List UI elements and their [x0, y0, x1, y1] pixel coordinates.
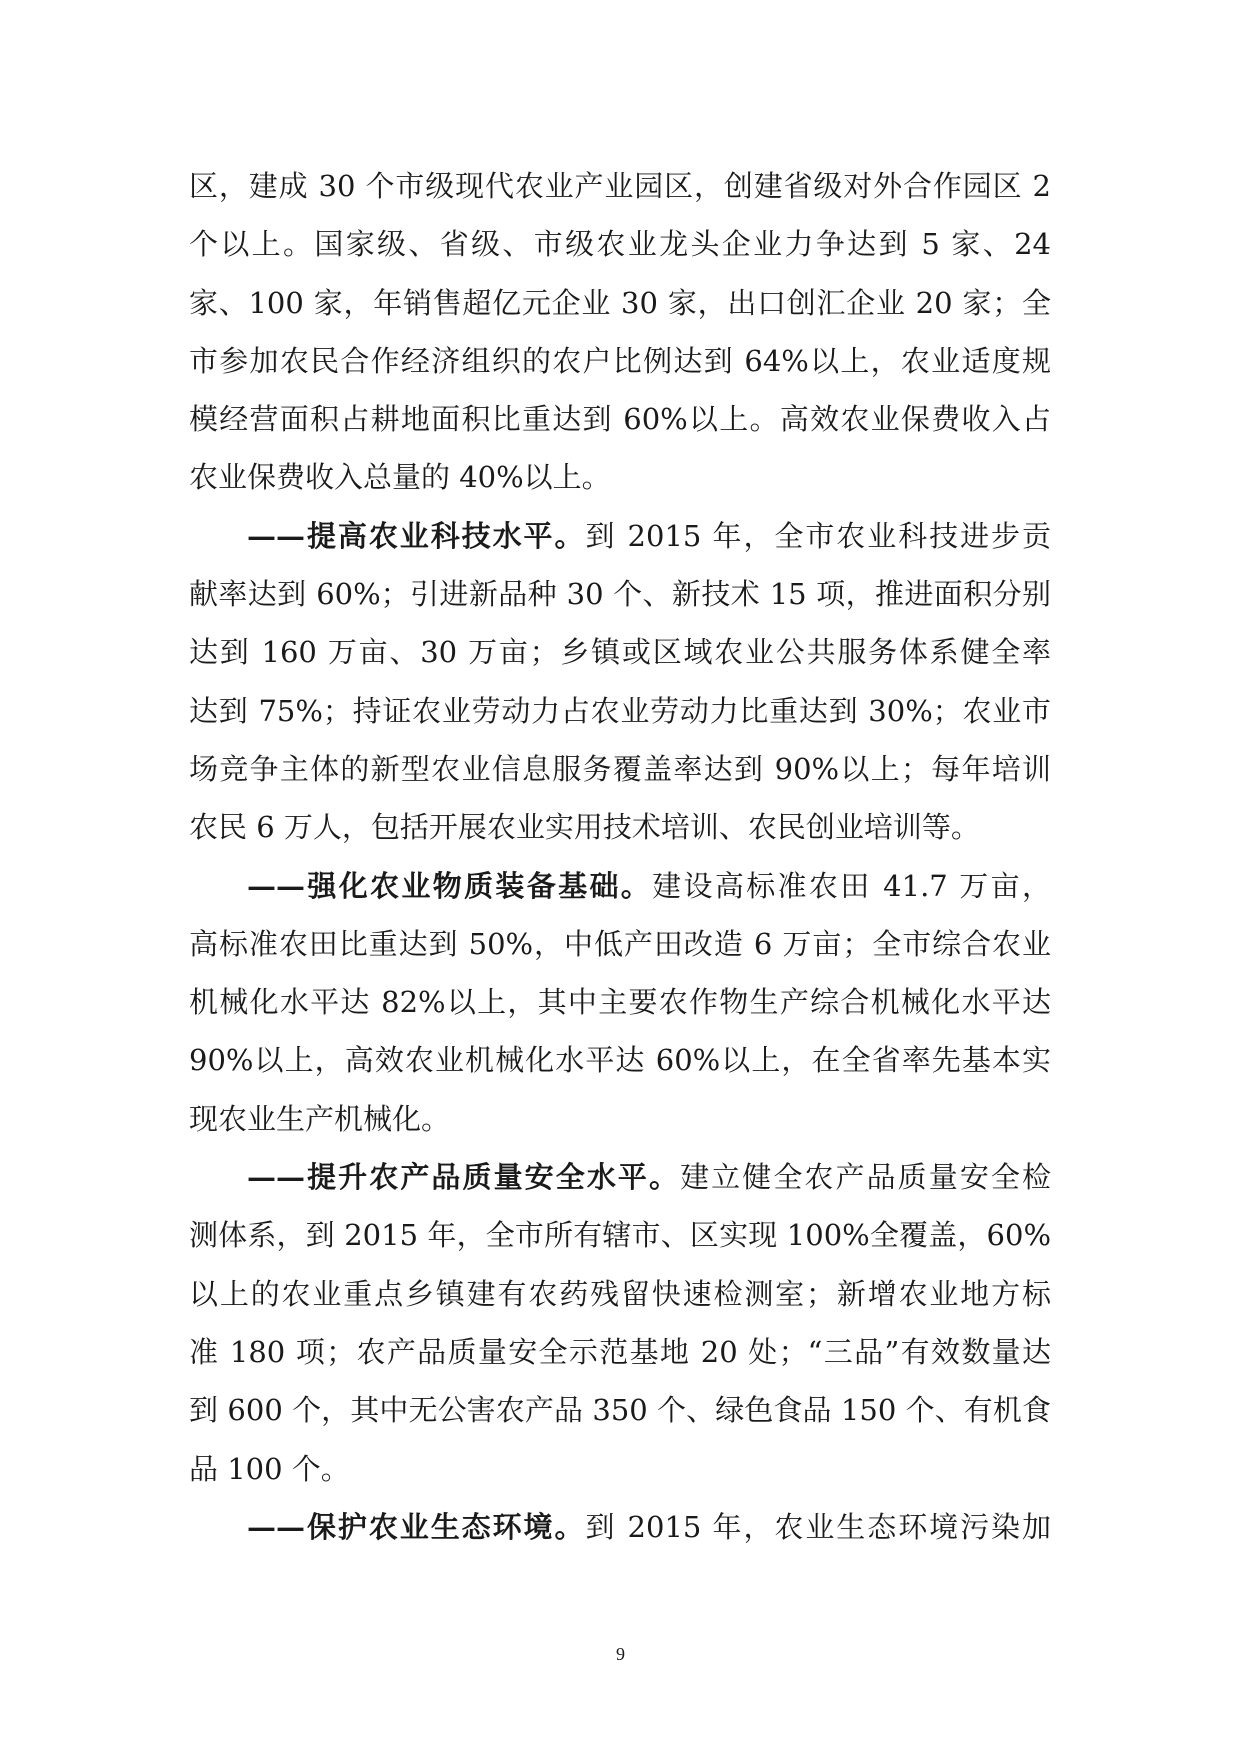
line-text: 达到 75%；持证农业劳动力占农业劳动力比重达到 30%；农业市: [189, 693, 1051, 728]
line-text: 品 100 个。: [189, 1451, 350, 1486]
text-line: [189, 973, 1051, 1031]
text-line: [189, 157, 1051, 215]
line-text: 个以上。国家级、省级、市级农业龙头企业力争达到 5 家、24: [189, 227, 1051, 262]
text-line: [189, 682, 1051, 740]
line-text: 高标准农田比重达到 50%，中低产田改造 6 万亩；全市综合农业: [189, 926, 1051, 961]
text-line: [189, 565, 1051, 623]
line-text: 建立健全农产品质量安全检: [680, 1160, 1051, 1195]
line-text: 到 2015 年，农业生态环境污染加: [585, 1509, 1051, 1544]
text-line: [189, 390, 1051, 448]
text-line: [189, 857, 1051, 915]
line-text: 模经营面积占耕地面积比重达到 60%以上。高效农业保费收入占: [189, 402, 1051, 437]
text-line: [189, 1440, 1051, 1498]
line-text: 现农业生产机械化。: [189, 1101, 451, 1136]
text-line: [189, 1498, 1051, 1556]
line-text: 测体系，到 2015 年，全市所有辖市、区实现 100%全覆盖，60%: [189, 1218, 1051, 1253]
section-heading: ——保护农业生态环境。: [247, 1509, 586, 1544]
text-line: [189, 1381, 1051, 1439]
body-text: [189, 157, 1051, 1556]
text-line: [189, 507, 1051, 565]
section-heading: ——强化农业物质装备基础。: [247, 868, 653, 903]
text-line: [189, 1090, 1051, 1148]
line-text: 90%以上，高效农业机械化水平达 60%以上，在全省率先基本实: [189, 1043, 1051, 1078]
line-text: 市参加农民合作经济组织的农户比例达到 64%以上，农业适度规: [189, 343, 1051, 378]
text-line: [189, 1323, 1051, 1381]
page-number: 9: [616, 1644, 625, 1664]
line-text: 到 2015 年，全市农业科技进步贡: [585, 518, 1051, 553]
text-line: [189, 274, 1051, 332]
text-line: [189, 740, 1051, 798]
text-line: [189, 332, 1051, 390]
section-heading: ——提高农业科技水平。: [247, 518, 586, 553]
text-line: [189, 623, 1051, 681]
text-line: [189, 1031, 1051, 1089]
line-text: 区，建成 30 个市级现代农业产业园区，创建省级对外合作园区 2: [189, 169, 1051, 203]
line-text: 家、100 家，年销售超亿元企业 30 家，出口创汇企业 20 家；全: [189, 285, 1051, 320]
text-line: [189, 1148, 1051, 1206]
line-text: 建设高标准农田 41.7 万亩，: [652, 868, 1051, 903]
text-line: [189, 798, 1051, 856]
text-line: [189, 215, 1051, 273]
line-text: 农民 6 万人，包括开展农业实用技术培训、农民创业培训等。: [189, 810, 980, 845]
line-text: 场竞争主体的新型农业信息服务覆盖率达到 90%以上；每年培训: [189, 751, 1051, 786]
line-text: 以上的农业重点乡镇建有农药残留快速检测室；新增农业地方标: [189, 1276, 1051, 1311]
text-line: [189, 1265, 1051, 1323]
line-text: 达到 160 万亩、30 万亩；乡镇或区域农业公共服务体系健全率: [189, 635, 1051, 670]
line-text: 献率达到 60%；引进新品种 30 个、新技术 15 项，推进面积分别: [189, 577, 1051, 612]
line-text: 到 600 个，其中无公害农产品 350 个、绿色食品 150 个、有机食: [189, 1393, 1051, 1428]
text-line: [189, 915, 1051, 973]
line-text: 农业保费收入总量的 40%以上。: [189, 460, 611, 495]
line-text: 准 180 项；农产品质量安全示范基地 20 处；“三品”有效数量达: [189, 1334, 1051, 1369]
text-line: [189, 1206, 1051, 1264]
text-line: [189, 448, 1051, 506]
section-heading: ——提升农产品质量安全水平。: [247, 1160, 681, 1195]
line-text: 机械化水平达 82%以上，其中主要农作物生产综合机械化水平达: [189, 985, 1051, 1020]
